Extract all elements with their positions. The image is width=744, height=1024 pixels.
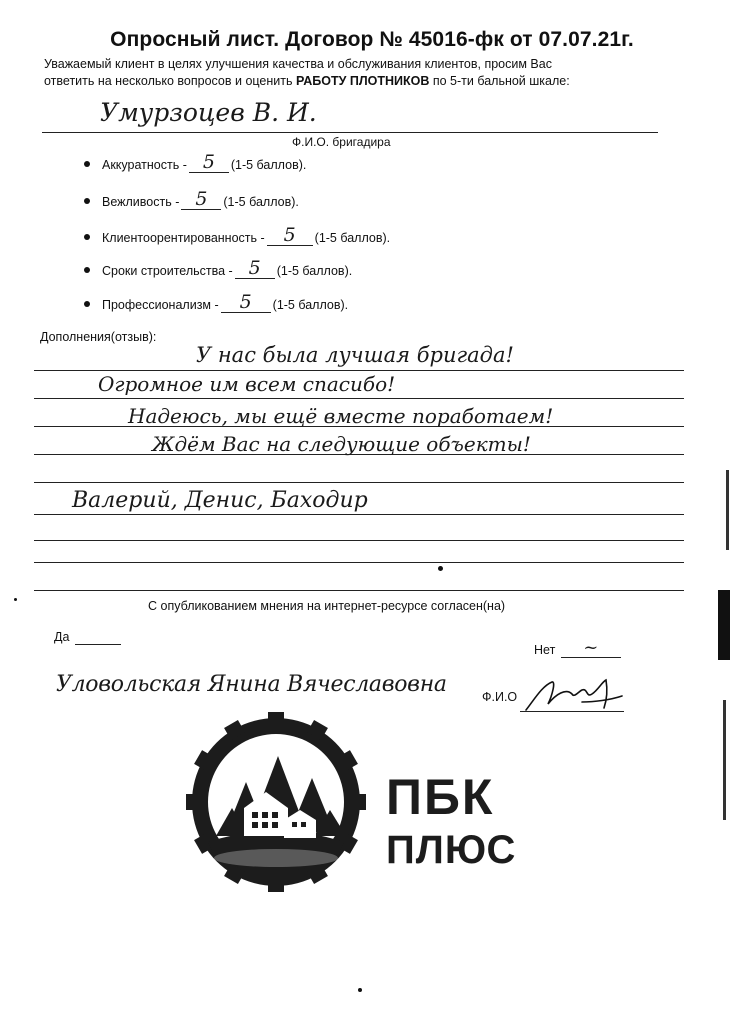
client-caption: Ф.И.О [482,690,518,704]
scan-edge-mark [723,700,726,820]
foreman-name-line [42,132,658,133]
consent-yes-field[interactable] [75,630,121,645]
review-rule [34,514,684,515]
criterion-scale: (1-5 баллов). [272,298,349,312]
foreman-handwritten-name: Умурзоцев В. И. [100,98,317,127]
review-rule [34,590,684,591]
criterion-score-field[interactable] [189,151,229,173]
criterion-scale: (1-5 баллов). [223,195,299,209]
criterion-construction-time [84,257,353,279]
intro-line-1: Уважаемый клиент в целях улучшения качества и обслуживания клиентов, просим Вас [44,57,552,71]
review-label: Дополнения(отзыв): [40,330,157,344]
page-title: Опросный лист. Договор № 45016-фк от 07.07.21г. [110,28,634,51]
company-emblem [186,712,366,892]
criterion-scale: (1-5 баллов). [230,158,307,172]
consent-no-field[interactable] [561,637,621,658]
consent-yes [54,630,123,645]
criterion-score: 5 [283,224,296,246]
criterion-score-field[interactable] [181,188,221,210]
criterion-score: 5 [195,188,208,210]
logo-text-line-2: ПЛЮС [386,828,517,872]
client-handwritten-name: Уловольская Янина Вячеславовна [56,672,447,697]
review-rule [34,482,684,483]
criterion-score: 5 [202,151,215,173]
intro-emphasis: РАБОТУ ПЛОТНИКОВ [295,74,430,88]
criterion-scale: (1-5 баллов). [314,231,391,245]
bullet-icon [84,234,90,240]
logo-text-line-1: ПБК [386,769,495,825]
bullet-icon [84,267,90,273]
criterion-label: Клиентоорентированность - [102,231,265,245]
criterion-label: Профессионализм - [102,298,219,312]
intro-line-2-end: по 5-ти бальной шкале: [429,74,570,88]
review-text-line-5: Валерий, Денис, Баходир [72,488,368,513]
criterion-scale: (1-5 баллов). [276,264,353,278]
criterion-score: 5 [248,257,261,279]
criterion-score: 5 [239,291,252,313]
client-signature-line [520,711,624,712]
review-text-line-2: Огромное им всем спасибо! [98,372,396,396]
scan-speck [438,566,443,571]
review-rule [34,540,684,541]
criterion-score-field[interactable] [267,224,313,246]
review-text-line-3: Надеюсь, мы ещё вместе поработаем! [128,404,554,428]
consent-no [534,637,623,658]
bullet-icon [84,198,90,204]
review-rule [34,562,684,563]
foreman-caption: Ф.И.О. бригадира [292,135,391,149]
criterion-score-field[interactable] [235,257,275,279]
bullet-icon [84,301,90,307]
criterion-label: Аккуратность - [102,158,187,172]
criterion-client-orientation [84,224,391,246]
bullet-icon [84,161,90,167]
consent-no-label: Нет [534,643,556,657]
client-signature [522,672,626,716]
scan-edge-mark [718,590,730,660]
criterion-label: Сроки строительства - [102,264,233,278]
review-text-line-4: Ждём Вас на следующие объекты! [152,432,531,456]
consent-text: С опубликованием мнения на интернет-ресурсе согласен(на) [148,599,506,613]
scan-speck [358,988,362,992]
criterion-politeness [84,188,299,210]
review-rule [34,398,684,399]
criterion-accuracy [84,151,307,173]
criterion-professionalism [84,291,349,313]
criterion-score-field[interactable] [221,291,271,313]
review-rule [34,370,684,371]
criterion-label: Вежливость - [102,195,180,209]
consent-no-mark: ~ [583,637,599,658]
scan-speck [14,598,17,601]
consent-yes-label: Да [54,630,70,644]
intro-line-2-start: ответить на несколько вопросов и оценить [44,74,296,88]
review-text-line-1: У нас была лучшая бригада! [196,343,514,367]
intro-line-2 [44,74,684,88]
scan-edge-mark [726,470,729,550]
